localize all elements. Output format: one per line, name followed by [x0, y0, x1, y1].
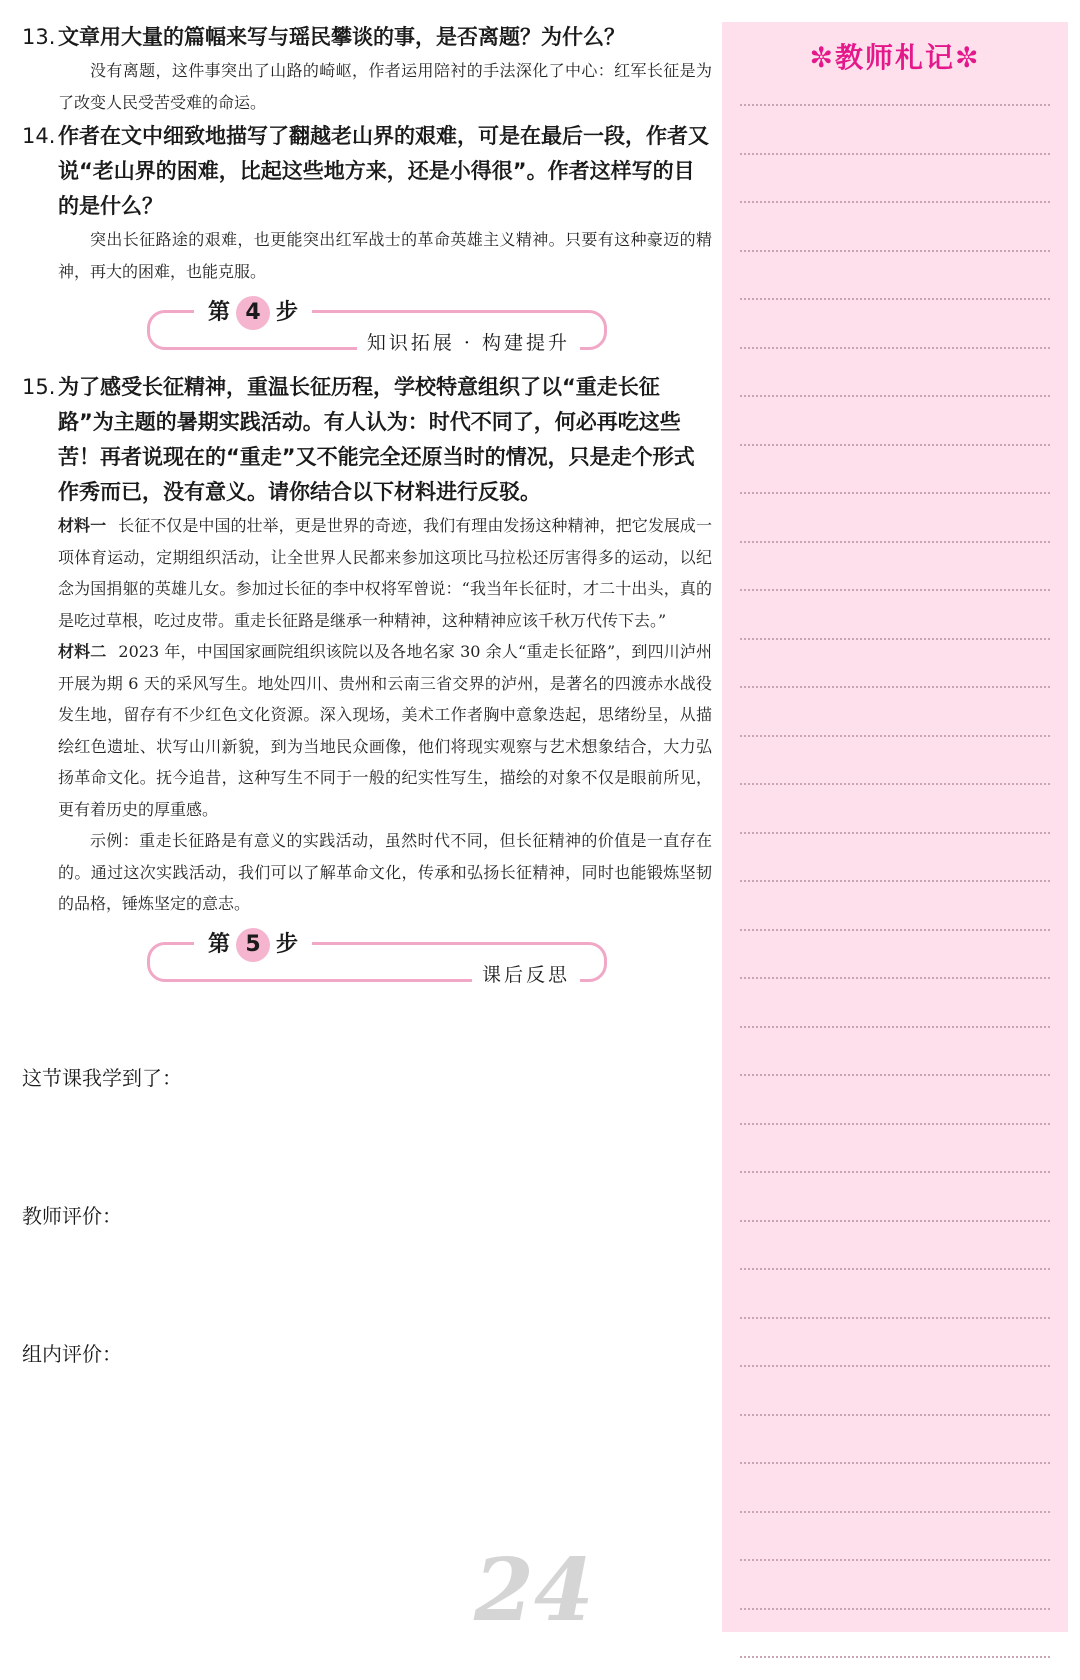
page-number: 24	[474, 1540, 594, 1641]
question-13	[22, 20, 712, 119]
note-line	[740, 832, 1050, 834]
note-line	[740, 298, 1050, 300]
note-line	[740, 541, 1050, 543]
step-suffix: 步	[276, 931, 299, 957]
learned-label: 这节课我学到了：	[22, 1066, 182, 1090]
note-line	[740, 638, 1050, 640]
group-eval-label: 组内评价：	[22, 1342, 122, 1366]
note-line	[740, 153, 1050, 155]
note-line	[740, 1462, 1050, 1464]
flower-icon: ✼	[955, 41, 981, 74]
material-two	[22, 636, 712, 825]
note-line	[740, 1123, 1050, 1125]
material-label: 材料二	[58, 642, 107, 661]
note-line	[740, 1656, 1050, 1658]
note-line	[740, 1511, 1050, 1513]
step-number: 4	[236, 296, 270, 330]
question-15	[22, 370, 712, 920]
example-answer: 示例：重走长征路是有意义的实践活动，虽然时代不同，但长征精神的价值是一直存在的。通过这次实践活动，我们可以了解革命文化，传承和弘扬长征精神，同时也能锻炼坚韧的品格，锤炼坚定的意志。	[58, 831, 712, 913]
step-subtitle: 知识拓展 · 构建提升	[357, 328, 580, 358]
note-line	[740, 1559, 1050, 1561]
step-4-banner	[22, 294, 712, 358]
main-content	[22, 20, 712, 1002]
question-text: 为了感受长征精神，重温长征历程，学校特意组织了以“重走长征路”为主题的暑期实践活动。有人认为：时代不同了，何必再吃这些苦！再者说现在的“重走”又不能完全还原当时的情况，只是走个形式作秀而已，没有意义。请你结合以下材料进行反驳。	[58, 375, 695, 504]
note-line	[740, 1026, 1050, 1028]
note-line	[740, 1608, 1050, 1610]
material-text: 2023 年，中国国家画院组织该院以及各地名家 30 余人“重走长征路”，到四川泸州开展为期 6 天的采风写生。地处四川、贵州和云南三省交界的泸州，是著名的四渡赤水战役发生地，留存有不少红色文化资源。深入现场，美术工作者胸中意象迭起，思绪纷呈，从描绘红色遗址、状写山川新貌，到为当地民众画像，他们将现实观察与艺术想象结合，大力弘扬革命文化。抚今追昔，这种写生不同于一般的纪实性写生，描绘的对象不仅是眼前所见，更有着历史的厚重感。	[58, 642, 712, 819]
material-one	[22, 510, 712, 636]
step-subtitle: 课后反思	[472, 960, 580, 990]
note-line	[740, 444, 1050, 446]
note-line	[740, 1365, 1050, 1367]
step-number: 5	[236, 928, 270, 962]
question-number: 15.	[22, 375, 56, 399]
step-label	[194, 926, 312, 964]
note-line	[740, 783, 1050, 785]
note-line	[740, 1074, 1050, 1076]
step-suffix: 步	[276, 300, 299, 325]
flower-icon: ✼	[809, 41, 835, 74]
note-line	[740, 104, 1050, 106]
note-line	[740, 492, 1050, 494]
question-text: 作者在文中细致地描写了翻越老山界的艰难，可是在最后一段，作者又说“老山界的困难，比起这些地方来，还是小得很”。作者这样写的目的是什么？	[58, 124, 709, 218]
notes-title	[722, 36, 1068, 76]
teacher-notes-panel	[722, 22, 1068, 1632]
step-prefix: 第	[208, 931, 231, 957]
answer-text: 突出长征路途的艰难，也更能突出红军战士的革命英雄主义精神。只要有这种豪迈的精神，再大的困难，也能克服。	[58, 230, 712, 281]
step-label	[194, 294, 312, 332]
question-14	[22, 119, 712, 288]
notes-title-text: 教师札记	[834, 41, 955, 74]
note-line	[740, 1317, 1050, 1319]
note-line	[740, 250, 1050, 252]
question-number: 13.	[22, 25, 56, 49]
note-line	[740, 1220, 1050, 1222]
note-line	[740, 1171, 1050, 1173]
note-line	[740, 1268, 1050, 1270]
step-prefix: 第	[208, 300, 231, 325]
note-line	[740, 201, 1050, 203]
note-line	[740, 686, 1050, 688]
material-label: 材料一	[58, 516, 107, 535]
note-line	[740, 977, 1050, 979]
question-number: 14.	[22, 124, 56, 148]
note-line	[740, 1414, 1050, 1416]
note-line	[740, 880, 1050, 882]
answer-text: 没有离题，这件事突出了山路的崎岖，作者运用陪衬的手法深化了中心：红军长征是为了改变人民受苦受难的命运。	[58, 61, 712, 112]
material-text: 长征不仅是中国的壮举，更是世界的奇迹，我们有理由发扬这种精神，把它发展成一项体育运动，定期组织活动，让全世界人民都来参加这项比马拉松还厉害得多的运动，以纪念为国捐躯的英雄儿女。参加过长征的李中权将军曾说：“我当年长征时，才二十出头，真的是吃过草根，吃过皮带。重走长征路是继承一种精神，这种精神应该千秋万代传下去。”	[58, 516, 712, 630]
note-line	[740, 395, 1050, 397]
question-text: 文章用大量的篇幅来写与瑶民攀谈的事，是否离题？为什么？	[58, 25, 625, 49]
note-line	[740, 589, 1050, 591]
teacher-eval-label: 教师评价：	[22, 1204, 122, 1228]
note-line	[740, 929, 1050, 931]
step-5-banner	[22, 926, 712, 990]
note-line	[740, 347, 1050, 349]
note-line	[740, 735, 1050, 737]
